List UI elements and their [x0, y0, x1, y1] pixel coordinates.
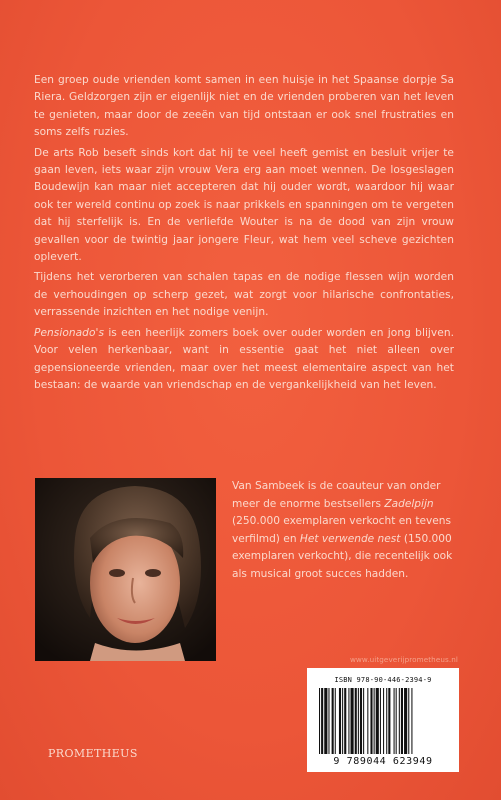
- author-bio-text: [232, 478, 454, 584]
- bio-text-2: (250.000 exemplaren verkocht en tevens verfilmd) en: [232, 515, 452, 545]
- barcode-bar: [394, 688, 395, 754]
- barcode-bar: [404, 688, 407, 754]
- barcode-bar: [358, 688, 359, 754]
- bio-book-title-1: Zadelpijn: [384, 497, 434, 510]
- blurb-paragraph-1: Een groep oude vrienden komt samen in een huisje in het Spaanse dorpje Sa Riera. Geldzorgen zijn er eigenlijk niet en de vrienden proberen van het leven te genieten, maar door de zeeën van tijd ontstaan er ook snel frustraties en soms zelfs ruzies.: [34, 74, 454, 139]
- barcode-bar: [363, 688, 364, 754]
- blurb-paragraph-4: [34, 325, 454, 395]
- barcode-bar: [348, 688, 349, 754]
- author-bio: [232, 478, 454, 584]
- blurb-paragraph-2: De arts Rob beseft sinds kort dat hij te veel heeft gemist en besluit vrijer te gaan leven, iets waar zijn vrouw Vera erg aan moet wennen. De losgeslagen Boudewijn kan maar niet accepteren dat hij ouder wordt, waardoor hij waar ook ter wereld continu op zoek is naar prikkels en spanningen om te vergeten dat hij sterfelijk is. En de verliefde Wouter is na de dood van zijn vrouw gevallen voor de twintig jaar jongere Fleur, wat hem veel scheve gezichten oplevert.: [34, 146, 454, 264]
- barcode-bar: [351, 688, 354, 754]
- barcode-bar: [332, 688, 334, 754]
- bio-text-1: Van Sambeek is de coauteur van onder meer de enorme bestsellers: [232, 480, 441, 510]
- isbn-text: ISBN 978-90-446-2394-9: [334, 676, 432, 684]
- barcode-bar: [386, 688, 387, 754]
- bio-book-title-2: Het verwende nest: [299, 532, 401, 545]
- barcode-bar: [376, 688, 379, 754]
- barcode-bar: [344, 688, 346, 754]
- barcode-bar: [383, 688, 384, 754]
- barcode-bar: [370, 688, 372, 754]
- barcode-bar: [396, 688, 397, 754]
- barcode-bar: [401, 688, 403, 754]
- blurb-text: [34, 72, 454, 397]
- barcode-bar: [380, 688, 381, 754]
- barcode-bar: [355, 688, 357, 754]
- publisher-logo: PROMETHEUS: [48, 747, 138, 760]
- barcode-bar: [388, 688, 390, 754]
- author-portrait-image: [35, 478, 216, 661]
- barcode-bar: [335, 688, 336, 754]
- book-title: Pensionado's: [34, 326, 105, 339]
- blurb-paragraph-4-text: is een heerlijk zomers boek over ouder worden en jong blijven. Voor velen herkenbaar, want in essentie gaat het niet alleen over gepensioneerde vrienden, maar over het meest elementaire aspect van het bestaan: de waarde van vriendschap en de vergankelijkheid van het leven.: [34, 326, 454, 391]
- barcode-digits: 9 789044 623949: [333, 756, 433, 767]
- blurb-paragraph-3: Tijdens het verorberen van schalen tapas en de nodige flessen wijn worden de verhoudingen op scherp gezet, wat zorgt voor hilarische confrontaties, verrassende inzichten en het nodige venijn.: [34, 271, 454, 319]
- author-photo: [35, 478, 216, 661]
- barcode-bar: [360, 688, 362, 754]
- bio-text-3: (150.000 exemplaren verkocht), die recentelijk ook als musical groot succes hadden.: [232, 532, 453, 580]
- barcode-bars: [319, 688, 447, 754]
- publisher-url[interactable]: www.uitgeverijprometheus.nl: [349, 655, 458, 664]
- barcode-bar: [339, 688, 341, 754]
- barcode-bar: [399, 688, 400, 754]
- barcode-bar: [328, 688, 329, 754]
- barcode-bar: [367, 688, 368, 754]
- barcode-label: [307, 668, 459, 772]
- barcode-bar: [321, 688, 323, 754]
- barcode-bar: [411, 688, 412, 754]
- barcode-bar: [342, 688, 343, 754]
- barcode-bar: [374, 688, 375, 754]
- barcode-bar: [319, 688, 320, 754]
- barcode-bar: [324, 688, 327, 754]
- barcode-bar: [408, 688, 409, 754]
